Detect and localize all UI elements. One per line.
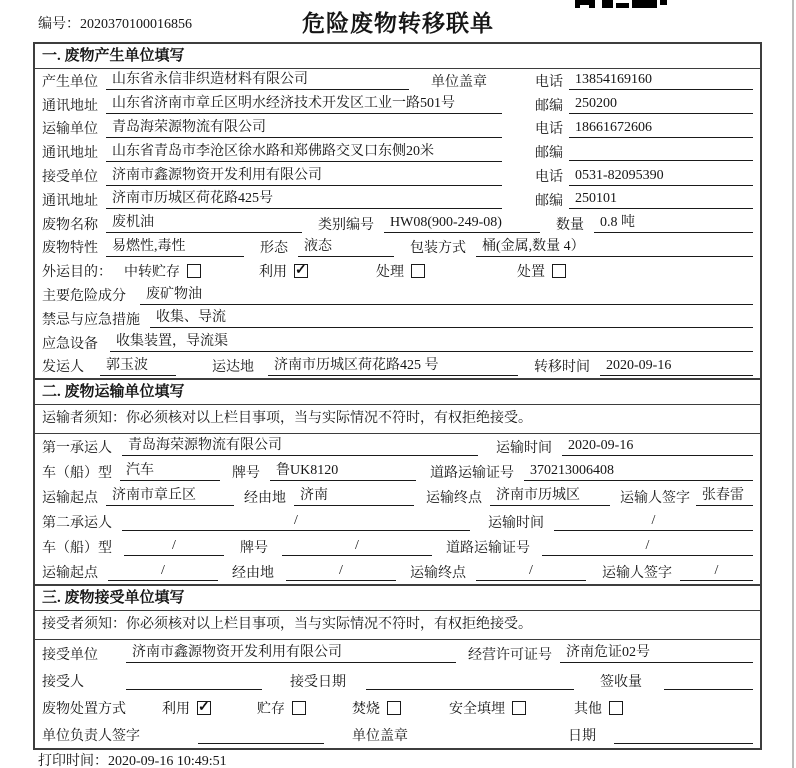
- transporter-address-row: [35, 140, 760, 164]
- transfer-time-value: 2020-09-16: [600, 357, 753, 376]
- category-value: HW08(900-249-08): [384, 214, 540, 233]
- road-license-label: 道路运输证号: [446, 540, 530, 556]
- transporter-value: 青岛海荣源物流有限公司: [106, 119, 502, 138]
- vehicle2-value: /: [124, 537, 224, 556]
- checkbox-icon: [609, 701, 623, 715]
- disposal-option-incinerate: 焚烧: [352, 701, 380, 717]
- plate-label: 牌号: [232, 465, 260, 481]
- plate-label: 牌号: [240, 540, 268, 556]
- end1-value: 济南市历城区: [490, 487, 610, 506]
- doc-number-label: 编号：: [38, 17, 80, 32]
- carrier1-label: 第一承运人: [42, 440, 112, 456]
- receiver-address-row: [35, 188, 760, 212]
- via-label: 经由地: [232, 565, 274, 581]
- transporter-zip-value: [569, 143, 753, 161]
- waste-name-row: [35, 212, 760, 236]
- vehicle2-row: [35, 534, 760, 559]
- via2-value: /: [286, 562, 396, 581]
- section-receiver: [35, 584, 760, 748]
- producer-phone-value: 13854169160: [569, 71, 753, 90]
- transport-time2-value: /: [554, 512, 753, 531]
- carrier2-row: [35, 509, 760, 534]
- equipment-value: 收集装置，导流渠: [110, 333, 753, 352]
- qty-value: 0.8 吨: [594, 214, 753, 233]
- plate1-value: 鲁UK8120: [270, 462, 416, 481]
- producer-zip-value: 250200: [569, 95, 753, 114]
- checkbox-checked-icon: [294, 264, 308, 278]
- carrier2-value: /: [122, 512, 470, 531]
- print-time: [38, 750, 227, 768]
- head-sign-label: 单位负责人签字: [42, 728, 140, 744]
- vehicle1-row: [35, 459, 760, 484]
- measures-row: [35, 307, 760, 331]
- receive-person-value: [126, 672, 262, 690]
- receiver-row: [35, 164, 760, 188]
- origin1-value: 济南市章丘区: [106, 487, 234, 506]
- address-label: 通讯地址: [42, 146, 98, 162]
- checkbox-icon: [552, 264, 566, 278]
- hazard-label: 主要危险成分: [42, 289, 126, 305]
- end-label: 运输终点: [410, 565, 466, 581]
- section-producer-title: 一. 废物产生单位填写: [35, 44, 760, 69]
- receive-person-label: 接受人: [42, 674, 84, 690]
- receiver-value: 济南市鑫源物资开发利用有限公司: [106, 167, 502, 186]
- checkbox-icon: [411, 264, 425, 278]
- carrier1-row: [35, 434, 760, 459]
- form-label: 形态: [260, 241, 288, 257]
- receiver-label: 接受单位: [42, 170, 98, 186]
- unit-seal-label: 单位盖章: [352, 728, 408, 744]
- via-label: 经由地: [244, 490, 286, 506]
- dest-label: 运达地: [212, 360, 254, 376]
- measures-value: 收集、导流: [150, 309, 753, 328]
- address-label: 通讯地址: [42, 98, 98, 114]
- zip-label: 邮编: [535, 193, 563, 209]
- receive-date-label: 接受日期: [290, 674, 346, 690]
- transporter-row: [35, 117, 760, 141]
- end-label: 运输终点: [426, 490, 482, 506]
- seal-date-value: [614, 726, 753, 744]
- license1-value: 370213006408: [524, 462, 753, 481]
- category-label: 类别编号: [318, 217, 374, 233]
- purpose-row: [35, 259, 760, 283]
- amount-label: 签收量: [600, 674, 642, 690]
- form-table: [33, 42, 762, 750]
- equipment-row: [35, 331, 760, 355]
- head-sign-row: [35, 721, 760, 748]
- sign2-value: /: [680, 562, 753, 581]
- waste-name-value: 废机油: [106, 214, 302, 233]
- permit-value: 济南危证02号: [560, 644, 753, 663]
- road-license-label: 道路运输证号: [430, 465, 514, 481]
- doc-number-value: 2020370100016856: [80, 17, 192, 32]
- packing-value: 桶(金属,数量 4）: [476, 238, 753, 257]
- sign1-value: 张春雷: [696, 487, 753, 506]
- measures-label: 禁忌与应急措施: [42, 312, 140, 328]
- shipper-row: [35, 355, 760, 379]
- vehicle-label: 车（船）型: [42, 540, 112, 556]
- carrier-sign-label: 运输人签字: [602, 565, 672, 581]
- receive-person-row: [35, 667, 760, 694]
- receive-date-value: [366, 672, 574, 690]
- route2-row: [35, 559, 760, 584]
- checkbox-icon: [292, 701, 306, 715]
- hazard-value: 废矿物油: [140, 286, 753, 305]
- trait-value: 易燃性,毒性: [106, 238, 244, 257]
- seal-label: 单位盖章: [431, 74, 487, 90]
- producer-value: 山东省永信非织造材料有限公司: [106, 71, 409, 90]
- equipment-label: 应急设备: [42, 336, 98, 352]
- disposal-option-landfill: 安全填埋: [449, 701, 505, 717]
- page-edge-divider: [792, 0, 794, 768]
- waste-trait-row: [35, 236, 760, 260]
- head-sign-value: [198, 726, 324, 744]
- receive-unit-label: 接受单位: [42, 647, 98, 663]
- plate2-value: /: [282, 537, 432, 556]
- seal-date-label: 日期: [568, 728, 596, 744]
- print-time-label: 打印时间：: [38, 754, 108, 768]
- zip-label: 邮编: [535, 146, 563, 162]
- transport-time-label: 运输时间: [496, 440, 552, 456]
- address-label: 通讯地址: [42, 193, 98, 209]
- amount-value: [664, 672, 753, 690]
- packing-label: 包装方式: [410, 241, 466, 257]
- purpose-option-treat: 处理: [376, 265, 404, 281]
- producer-label: 产生单位: [42, 74, 98, 90]
- transport-time1-value: 2020-09-16: [562, 437, 753, 456]
- route1-row: [35, 484, 760, 509]
- receiver-zip-value: 250101: [569, 190, 753, 209]
- section-transport: [35, 378, 760, 584]
- transfer-time-label: 转移时间: [534, 360, 590, 376]
- checkbox-icon: [512, 701, 526, 715]
- waste-name-label: 废物名称: [42, 217, 98, 233]
- section-transport-title: 二. 废物运输单位填写: [35, 380, 760, 405]
- purpose-option-dispose: 处置: [517, 265, 545, 281]
- producer-row: [35, 69, 760, 93]
- carrier1-value: 青岛海荣源物流有限公司: [122, 437, 478, 456]
- disposal-label: 废物处置方式: [42, 701, 126, 717]
- zip-label: 邮编: [535, 98, 563, 114]
- shipper-value: 郭玉波: [100, 357, 176, 376]
- disposal-option-utilize: 利用: [162, 701, 190, 717]
- vehicle-label: 车（船）型: [42, 465, 112, 481]
- receiver-notice: 接受者须知：你必须核对以上栏目事项，当与实际情况不符时，有权拒绝接受。: [35, 611, 760, 640]
- checkbox-icon: [387, 701, 401, 715]
- disposal-row: [35, 694, 760, 721]
- dest-value: 济南市历城区荷花路425 号: [268, 357, 518, 376]
- checkbox-checked-icon: [197, 701, 211, 715]
- transporter-address-value: 山东省青岛市李沧区徐水路和郑佛路交叉口东侧20米: [106, 143, 502, 162]
- receiver-address-value: 济南市历城区荷花路425号: [106, 190, 502, 209]
- phone-label: 电话: [535, 170, 563, 186]
- receive-unit-row: [35, 640, 760, 667]
- trait-label: 废物特性: [42, 241, 98, 257]
- receive-unit-value: 济南市鑫源物资开发利用有限公司: [126, 644, 456, 663]
- transport-notice: 运输者须知：你必须核对以上栏目事项，当与实际情况不符时，有权拒绝接受。: [35, 405, 760, 434]
- license2-value: /: [542, 537, 753, 556]
- disposal-option-other: 其他: [574, 701, 602, 717]
- permit-label: 经营许可证号: [468, 647, 552, 663]
- transport-time-label: 运输时间: [488, 515, 544, 531]
- carrier-sign-label: 运输人签字: [620, 490, 690, 506]
- section-producer: [35, 44, 760, 378]
- purpose-option-utilize: 利用: [259, 265, 287, 281]
- hazard-row: [35, 283, 760, 307]
- receiver-phone-value: 0531-82095390: [569, 167, 753, 186]
- purpose-option-transfer-storage: 中转贮存: [124, 265, 180, 281]
- phone-label: 电话: [535, 74, 563, 90]
- section-receiver-title: 三. 废物接受单位填写: [35, 586, 760, 611]
- producer-address-value: 山东省济南市章丘区明水经济技术开发区工业一路501号: [106, 95, 502, 114]
- origin2-value: /: [108, 562, 218, 581]
- qr-code-fragment-icon: [575, 0, 667, 9]
- carrier2-label: 第二承运人: [42, 515, 112, 531]
- phone-label: 电话: [535, 122, 563, 138]
- page-title: 危险废物转移联单: [302, 11, 494, 36]
- producer-address-row: [35, 93, 760, 117]
- checkbox-icon: [187, 264, 201, 278]
- origin-label: 运输起点: [42, 490, 98, 506]
- print-time-value: 2020-09-16 10:49:51: [108, 754, 227, 768]
- disposal-option-storage: 贮存: [257, 701, 285, 717]
- form-value: 液态: [298, 238, 394, 257]
- shipper-label: 发运人: [42, 360, 84, 376]
- via1-value: 济南: [294, 487, 414, 506]
- end2-value: /: [476, 562, 586, 581]
- origin-label: 运输起点: [42, 565, 98, 581]
- purpose-label: 外运目的：: [42, 265, 112, 281]
- qty-label: 数量: [556, 217, 584, 233]
- vehicle1-value: 汽车: [120, 462, 220, 481]
- transporter-label: 运输单位: [42, 122, 98, 138]
- transporter-phone-value: 18661672606: [569, 119, 753, 138]
